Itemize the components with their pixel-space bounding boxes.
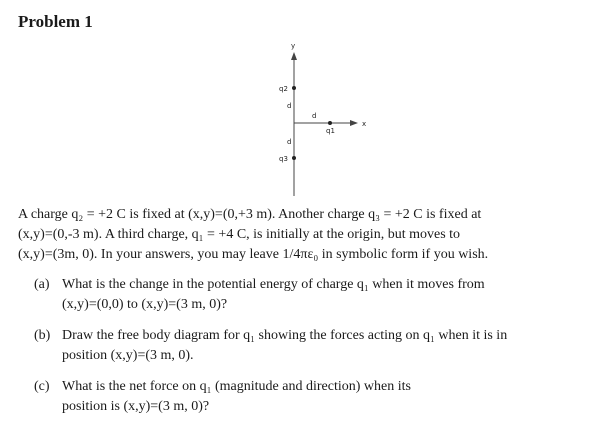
d-label-horizontal: d (312, 112, 317, 120)
charge-diagram (262, 38, 382, 198)
question-label: (b) (34, 328, 51, 343)
q3-charge (292, 156, 296, 160)
x-axis-arrow-icon (350, 120, 358, 126)
question-b (34, 326, 594, 366)
q1-label: q1 (326, 127, 335, 135)
problem-line: (x,y)=(0,-3 m). A third charge, q₁ = +4 C, is initially at the origin, but moves to (18, 227, 461, 242)
q3-label: q3 (279, 155, 288, 163)
problem-line: (x,y)=(3m, 0). In your answers, you may leave 1/4πε₀ in symbolic form if you wish. (18, 247, 489, 262)
question-text: (x,y)=(0,0) to (x,y)=(3 m, 0)? (62, 297, 228, 312)
question-text: position (x,y)=(3 m, 0). (62, 348, 194, 363)
question-c (34, 377, 594, 417)
d-label-lower: d (287, 138, 292, 146)
question-text: position is (x,y)=(3 m, 0)? (62, 399, 210, 414)
problem-statement (18, 205, 600, 265)
question-text: What is the change in the potential energy of charge q₁ when it moves from (62, 277, 485, 292)
y-axis-arrow-icon (291, 52, 297, 60)
q1-charge (328, 121, 332, 125)
y-axis-label: y (291, 42, 296, 50)
question-text: Draw the free body diagram for q₁ showing the forces acting on q₁ when it is in (62, 328, 508, 343)
question-text: What is the net force on q₁ (magnitude and direction) when its (62, 379, 411, 394)
question-label: (a) (34, 277, 50, 292)
problem-line: A charge q₂ = +2 C is fixed at (x,y)=(0,+3 m). Another charge q₃ = +2 C is fixed at (18, 207, 482, 222)
question-label: (c) (34, 379, 50, 394)
d-label-upper: d (287, 102, 292, 110)
x-axis-label: x (362, 120, 367, 128)
q2-label: q2 (279, 85, 288, 93)
problem-title: Problem 1 (18, 12, 93, 31)
q2-charge (292, 86, 296, 90)
question-a (34, 275, 594, 315)
